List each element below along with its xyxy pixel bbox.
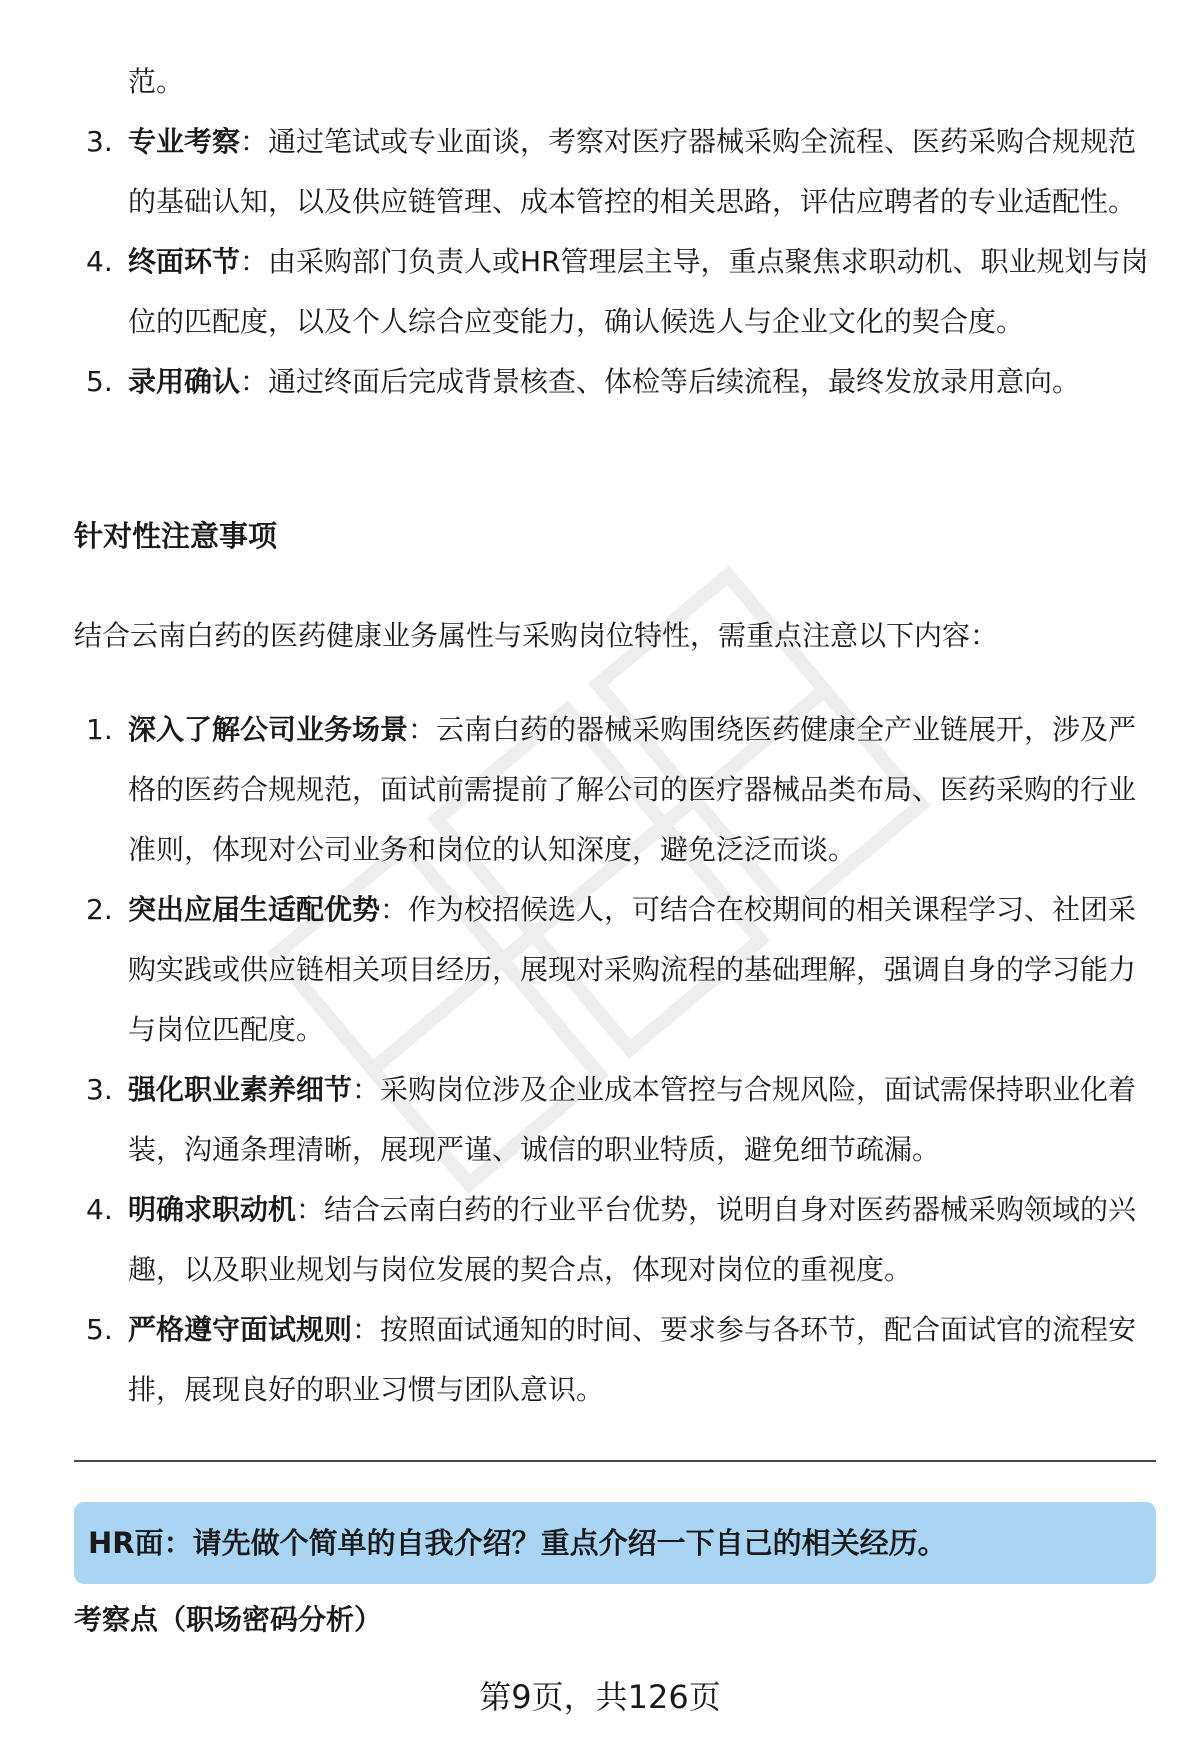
item-text: ：按照面试通知的时间、要求参与各环节，配合面试官的流程安排，展现良好的职业习惯与团队意识。 <box>128 1313 1137 1406</box>
item-title: 终面环节 <box>128 245 241 278</box>
item-number: 5. <box>86 1313 113 1346</box>
item-title: 强化职业素养细节 <box>128 1073 353 1106</box>
analysis-heading: 考察点（职场密码分析） <box>74 1603 383 1636</box>
list-item <box>74 352 1154 412</box>
item-number: 3. <box>86 125 113 158</box>
continuation-text: 范。 <box>128 65 185 98</box>
item-number: 2. <box>86 893 113 926</box>
item-number: 4. <box>86 1193 113 1226</box>
item-text: ：采购岗位涉及企业成本管控与合规风险，面试需保持职业化着装，沟通条理清晰，展现严谨、诚信的职业特质，避免细节疏漏。 <box>128 1073 1137 1166</box>
section-intro: 结合云南白药的医药健康业务属性与采购岗位特性，需重点注意以下内容： <box>74 619 999 652</box>
list-item <box>74 112 1154 232</box>
item-text: ：结合云南白药的行业平台优势，说明自身对医药器械采购领域的兴趣，以及职业规划与岗位发展的契合点，体现对岗位的重视度。 <box>128 1193 1137 1286</box>
item-number: 1. <box>86 713 113 746</box>
item-title: 突出应届生适配优势 <box>128 893 381 926</box>
item-number: 4. <box>86 245 113 278</box>
page-number: 第9页，共126页 <box>479 1678 721 1716</box>
item-text: ：通过笔试或专业面谈，考察对医疗器械采购全流程、医药采购合规规范的基础认知，以及供应链管理、成本管控的相关思路，评估应聘者的专业适配性。 <box>128 125 1137 218</box>
item-text: ：云南白药的器械采购围绕医药健康全产业链展开，涉及严格的医药合规规范，面试前需提前了解公司的医疗器械品类布局、医药采购的行业准则，体现对公司业务和岗位的认知深度，避免泛泛而谈。 <box>128 713 1137 866</box>
list-item <box>74 700 1154 880</box>
question-text: HR面：请先做个简单的自我介绍？重点介绍一下自己的相关经历。 <box>88 1526 947 1560</box>
item-number: 5. <box>86 365 113 398</box>
section-title: 针对性注意事项 <box>74 519 278 553</box>
item-title: 专业考察 <box>128 125 241 158</box>
list-item <box>74 1180 1154 1300</box>
item-title: 明确求职动机 <box>128 1193 297 1226</box>
item-title: 深入了解公司业务场景 <box>128 713 409 746</box>
list-item <box>74 1060 1154 1180</box>
notes-list <box>74 700 1154 1420</box>
question-box <box>74 1502 1156 1584</box>
item-text: ：通过终面后完成背景核查、体检等后续流程，最终发放录用意向。 <box>240 365 1081 398</box>
list-item <box>74 880 1154 1060</box>
item-text: ：由采购部门负责人或HR管理层主导，重点聚焦求职动机、职业规划与岗位的匹配度，以及个人综合应变能力，确认候选人与企业文化的契合度。 <box>128 245 1149 338</box>
item-title: 严格遵守面试规则 <box>128 1313 353 1346</box>
item-text: ：作为校招候选人，可结合在校期间的相关课程学习、社团采购实践或供应链相关项目经历，展现对采购流程的基础理解，强调自身的学习能力与岗位匹配度。 <box>128 893 1137 1046</box>
item-title: 录用确认 <box>128 365 241 398</box>
interview-process-list <box>74 112 1154 412</box>
item-number: 3. <box>86 1073 113 1106</box>
list-item <box>74 1300 1154 1420</box>
section-divider <box>74 1460 1156 1462</box>
list-item <box>74 232 1154 352</box>
